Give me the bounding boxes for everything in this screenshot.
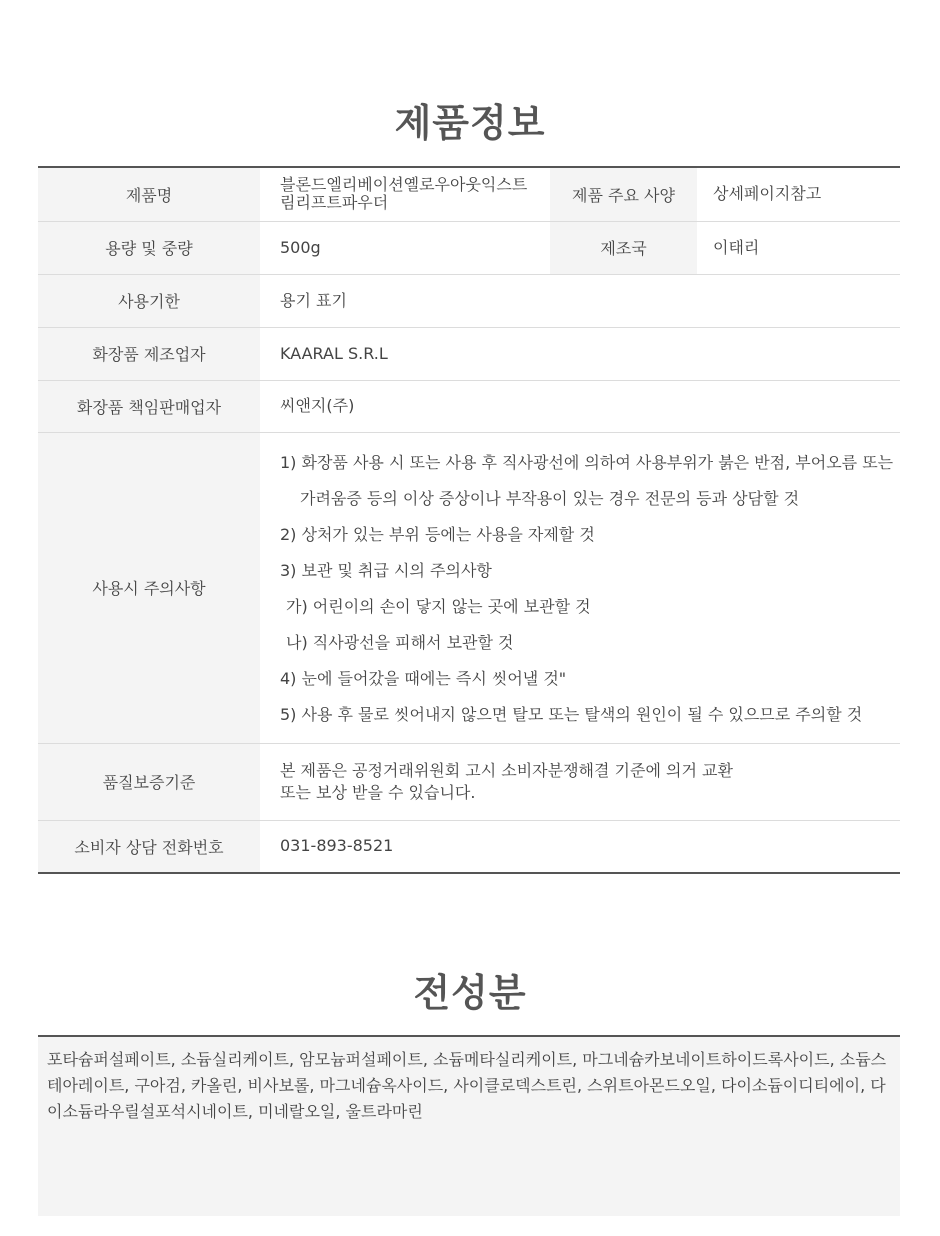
caution-line: 나) 직사광선을 피해서 보관할 것	[286, 632, 514, 652]
ingredients-title: 전성분	[413, 971, 527, 1015]
main-spec-label: 제품 주요 사양	[550, 167, 697, 221]
caution-line: 1) 화장품 사용 시 또는 사용 후 직사광선에 의하여 사용부위가 붉은 반점, 부어오름 또는	[280, 452, 894, 472]
quality-label: 품질보증기준	[38, 743, 260, 820]
table-row	[38, 274, 900, 327]
product-name-label: 제품명	[38, 167, 260, 221]
table-row	[38, 221, 900, 274]
caution-list	[280, 433, 894, 743]
manufacturer-label: 화장품 제조업자	[38, 327, 260, 380]
expiry-label: 사용기한	[38, 274, 260, 327]
capacity-label: 용량 및 중량	[38, 221, 260, 274]
main-spec-value: 상세페이지참고	[697, 167, 900, 221]
caution-value	[260, 432, 900, 743]
caution-line: 4) 눈에 들어갔을 때에는 즉시 씻어낼 것"	[280, 668, 567, 688]
caution-line: 3) 보관 및 취급 시의 주의사항	[280, 560, 492, 580]
caution-label: 사용시 주의사항	[38, 432, 260, 743]
manufacturer-value: KAARAL S.R.L	[260, 327, 900, 380]
expiry-value: 용기 표기	[260, 274, 900, 327]
table-row	[38, 327, 900, 380]
origin-label: 제조국	[550, 221, 697, 274]
caution-line: 5) 사용 후 물로 씻어내지 않으면 탈모 또는 탈색의 원인이 될 수 있으므로 주의할 것	[280, 704, 863, 724]
table-row	[38, 380, 900, 432]
caution-line: 가) 어린이의 손이 닿지 않는 곳에 보관할 것	[286, 596, 591, 616]
seller-label: 화장품 책임판매업자	[38, 380, 260, 432]
quality-value: 본 제품은 공정거래위원회 고시 소비자분쟁해결 기준에 의거 교환 또는 보상 받을 수 있습니다.	[280, 760, 733, 802]
ingredients-text: 포타슘퍼설페이트, 소듐실리케이트, 암모늄퍼설페이트, 소듐메타실리케이트, 마그네슘카보네이트하이드록사이드, 소듐스테아레이트, 구아검, 카올린, 비사보롤, 마그네슘옥사이드, 사이클로덱스트린, 스위트아몬드오일, 다이소듐이디티에이, 다이소듐라우릴설포석시네이트, 미네랄오일, 울트라마린	[47, 1050, 887, 1121]
caution-line: 가려움증 등의 이상 증상이나 부작용이 있는 경우 전문의 등과 상담할 것	[300, 488, 800, 508]
seller-value: 씨앤지(주)	[260, 380, 900, 432]
product-info-table	[38, 166, 900, 874]
table-row	[38, 743, 900, 820]
table-row	[38, 820, 900, 873]
phone-label: 소비자 상담 전화번호	[38, 820, 260, 873]
caution-line: 2) 상처가 있는 부위 등에는 사용을 자제할 것	[280, 524, 595, 544]
table-row	[38, 432, 900, 743]
product-name-value: 블론드엘리베이션옐로우아웃익스트림리프트파우더	[260, 167, 550, 221]
table-row	[38, 167, 900, 221]
phone-value: 031-893-8521	[280, 836, 394, 856]
product-info-title: 제품정보	[394, 101, 546, 145]
ingredients-box	[38, 1035, 900, 1216]
capacity-value: 500g	[260, 221, 550, 274]
origin-value: 이태리	[697, 221, 900, 274]
